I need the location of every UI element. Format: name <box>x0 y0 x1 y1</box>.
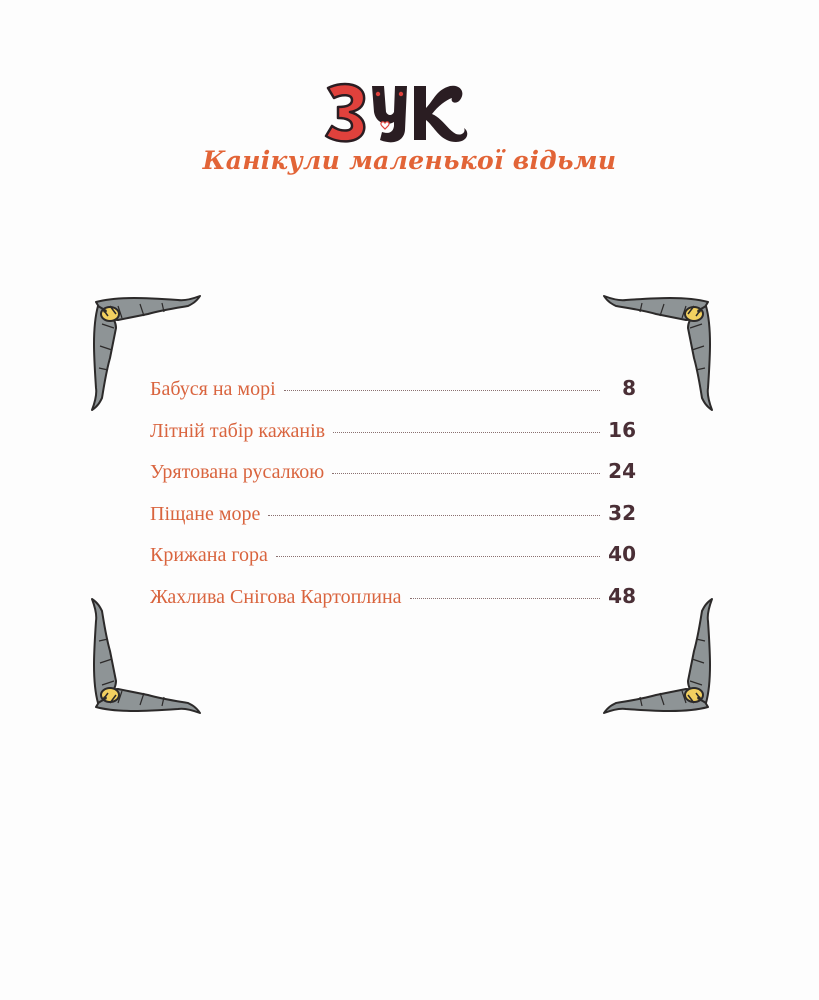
logo-letter-u <box>372 86 407 142</box>
toc-entry-title: Бабуся на морі <box>150 378 276 400</box>
toc-dot-leader <box>332 473 600 474</box>
toc-dot-leader <box>276 556 600 557</box>
toc-entry[interactable] <box>150 418 636 460</box>
logo-letter-ka <box>414 86 467 142</box>
logo-letter-ze <box>326 84 364 141</box>
bat-icon <box>591 592 716 717</box>
toc-entry[interactable] <box>150 542 636 584</box>
logo-graphic <box>322 78 472 148</box>
toc-entry[interactable] <box>150 584 636 626</box>
bat-icon <box>88 592 213 717</box>
toc-entry-page: 40 <box>608 542 636 566</box>
toc-entry-title: Піщане море <box>150 502 261 525</box>
toc-entry-title: Літній табір кажанів <box>150 419 326 442</box>
toc-entry-page: 8 <box>622 376 636 400</box>
toc-entry-title: Жахлива Снігова Картоплина <box>150 585 402 608</box>
toc-entry[interactable] <box>150 459 636 501</box>
toc-entry-title: Урятована русалкою <box>150 461 325 483</box>
toc-dot-leader <box>333 432 600 433</box>
toc-entry-page: 48 <box>608 583 636 608</box>
book-subtitle: Канікули маленької відьми <box>202 146 617 175</box>
toc-entry[interactable] <box>150 501 636 543</box>
toc-dot-leader <box>284 390 600 391</box>
bat-icon <box>88 292 213 417</box>
toc-dot-leader <box>268 515 600 516</box>
toc-entry-page: 16 <box>608 417 636 442</box>
bat-icon <box>591 292 716 417</box>
toc-entry-page: 32 <box>608 500 636 525</box>
toc-entry[interactable] <box>150 376 636 418</box>
toc-entry-page: 24 <box>608 459 636 483</box>
toc-dot-leader <box>410 598 600 599</box>
book-logo <box>322 78 472 148</box>
toc-entry-title: Крижана гора <box>150 544 268 566</box>
toc-list <box>150 376 636 625</box>
